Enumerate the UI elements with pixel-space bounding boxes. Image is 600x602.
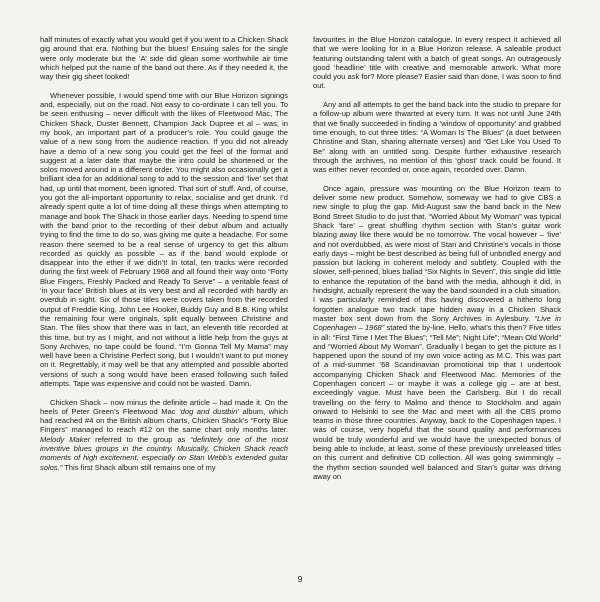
left-p3-text-c: referred to the group as	[90, 434, 191, 444]
right-p3-text-b: stated the by-line. Hello, what’s this then? Five titles in all: “First Time I Met The Blues”; “Tell Me”; Night Life”; “Mean Old World” and “Worried About My Woman”. Gradually I began to get the picture as I happened upon the sound of my own voice acting as M.C. This was part of a mid-summer ’68 Scandinavian promotional trip that I undertook accompanying Chicken Shack and Fleetwood Mac. Memories of the Copenhagen concert – or maybe it was a college gig – are at best, exceedingly vague. Must have been the Carlsberg. But I do recall travelling on the ferry to Malmo and thence to Stockholm and again onward to Helsinki to see the Mac and meet with all the CBS promo teams in those three countries. Anyway, back to the Copenhagen tapes. I was of course, very hopeful that the sound quality and performances would be truly wonderful and we would have the unexpected bonus of being able to include, at least, some of these previously unreleased titles on this current and definitive CD collection. All was going swimmingly – the rhythm section sounded well balanced and Stan’s guitar was driving away on	[313, 323, 561, 481]
left-paragraph-1: half minutes of exactly what you would get if you went to a Chicken Shack gig around that era. Nothing but the blues! Ensuing sales for the single were only moderate but the ‘A’ side did glean some worthwhile air time which helped put the name of the band out there. As if they needed it, the way their gig sheet looked!	[40, 35, 288, 82]
right-p3-text-a: Once again, pressure was mounting on the Blue Horizon team to deliver some new product. Somehow, someway we had to give CBS a new single to plug the gap. Mid-August saw the band back in the New Bond Street Studio to do just that. “Worried About My Woman” was typical Shack ‘fare’ – great shuffling rhythm section with Stan’s guitar work blazing away like there would be no tomorrow. The vocal however – ‘live’ and not overdubbed, as were most of Stan and Christine’s vocals in those early days – might be best described as being full of unbridled energy and passion but lacking in coherent melody and subtlety. Coupled with the slower, self-penned, blues ballad “Six Nights In Seven”, this single did little to enhance the reputation of the band with the media, although it did, in hindsight, actually represent the way the band sounded in a club situation. I was particularly reminded of this having discovered a hitherto long forgotten analogue two track tape hidden away in a Chicken Shack master box sent down from the Sony Archives in Aylesbury.	[313, 183, 561, 323]
right-p3-italic-byline: “Live in Copenhagen – 1968”	[313, 313, 561, 333]
right-paragraph-2: Any and all attempts to get the band back into the studio to prepare for a follow-up album were thwarted at every turn. It was not until June 24th that we finally succeeded in finding a ‘window of opportunity’ and grabbed time enough, to cut three titles: “A Woman Is The Blues” (a duet between Christine and Stan, sharing alternate verses) and “Get Like You Used To Be” along with an untitled song. Despite further exhaustive research through the archives, no mention of this ‘ghost’ track could be found. It was either never recorded or, once again, recorded over. Damn.	[313, 100, 561, 175]
left-p3-italic-magazine: Melody Maker	[40, 434, 91, 444]
left-p3-italic-album: ‘dog and dustbin’	[179, 406, 239, 416]
left-paragraph-3	[40, 398, 288, 472]
left-p3-text-a: Chicken Shack – now minus the definite article – had made it. On the heels of Peter Green’s Fleetwood Mac	[40, 397, 288, 416]
left-p3-italic-quote: “definitely one of the most inventive blues groups in the country. Musically, Chicken Shack reach moments of high excitement, especially on Stan Webb’s extended guitar solos.”	[40, 434, 288, 472]
left-column	[40, 35, 288, 481]
left-p3-text-d: This first Shack album still remains one of my	[62, 462, 216, 472]
right-paragraph-1: favourites in the Blue Horizon catalogue. In every respect it achieved all that we were looking for in a Blue Horizon release. A saleable product featuring outstanding talent with a batch of great songs. An outrageously good ‘headline’ title with creative and memorable artwork. What more could you ask for? More please? Easier said than done, I was soon to find out.	[313, 35, 561, 91]
right-paragraph-3	[313, 184, 561, 482]
left-p3-text-b: album, which had reached #4 on the British album charts, Chicken Shack’s “Forty Blue Fingers” managed to reach #12 on the same chart only months later.	[40, 406, 288, 435]
right-column	[313, 35, 561, 491]
left-paragraph-2: Whenever possible, I would spend time with our Blue Horizon signings and, especially, out on the road. Not easy to co-ordinate I can tell you. To be seen enthusing – never difficult with the likes of Fleetwood Mac, The Chicken Shack, Duster Bennett, Champion Jack Dupree et al – was, in my book, an important part of a producer’s role. You could gauge the value of a new song from the audience reaction. If you did not already have a demo of a new song you could get the feel of the format and suggest at a later date that maybe the intro could be shortened or the solos moved around in a different order. You might also occasionally get a brilliant idea for an additional song to add to the session and ‘live’ set that had, up until that moment, been ignored. That sort of stuff. And, of course, you got the all-important opportunity to relax, socialise and get drunk. I’d already spent quite a lot of time doing all these things when attempting to manage and book The Shack in those earlier days. Needing to spend time with the band prior to the recording of their debut album and actually trying to find the time to do so, was giving me quite a headache. For some reason there seemed to be a real sense of urgency to get this album recorded as quickly as possible – as if the band would explode or disappear into the ether if we didn’t! In total, ten tracks were recorded during the first week of February 1968 and all found their way onto “Forty Blue Fingers, Freshly Packed and Ready To Serve” – a veritable feast of ‘in your face’ British blues at its very best and all recorded with hardly an overdub in sight. Six of those titles were covers taken from the recorded output of Freddie King, John Lee Hooker, Buddy Guy and B.B. King whilst the remaining four were originals, split equally between Christine and Stan. The files show that there was in fact, an eleventh title recorded at this time, but try as I might, and not without a little help from the guys at Sony Archives, no tape could be found. “I’m Gonna Tell My Mama” may well have been a Christine Perfect song, but I wouldn’t want to put money on it. Regrettably, it may well be that any attempted and possible aborted versions of such a song would have been erased following such failed attempts. Tape was expensive and could not be wasted. Damn.	[40, 90, 288, 388]
page-number: 9	[297, 574, 303, 584]
